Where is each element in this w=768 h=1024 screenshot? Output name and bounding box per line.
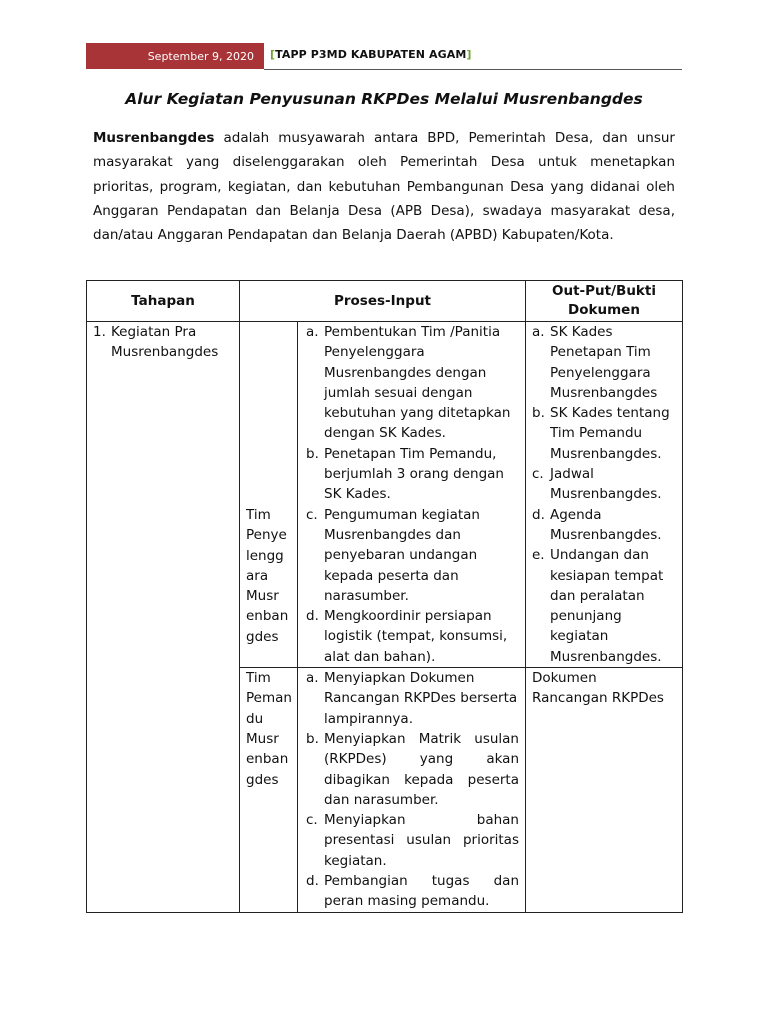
stage-label: Kegiatan Pra Musrenbangdes [111, 324, 219, 361]
team-line: gdes [246, 628, 279, 645]
list-item [532, 545, 676, 667]
list-marker: c. [306, 506, 318, 523]
list-marker: b. [306, 730, 319, 747]
intro-text: adalah musyawarah antara BPD, Pemerintah Desa, dan unsur masyarakat yang diselenggarakan oleh Pemerintah Desa untuk menetapkan prioritas, program, kegiatan, dan kebutuhan Pembangunan Desa yang didanai oleh Anggaran Pendapatan dan Belanja Desa (APB Desa), swadaya masyarakat desa, dan/atau Anggaran Pendapatan dan Belanja Daerah (APBD) Kabupaten/Kota. [93, 130, 675, 244]
list-item [306, 505, 519, 606]
team-line: Tim [246, 670, 271, 687]
list-item [532, 403, 676, 464]
team-line: lengg [246, 547, 284, 564]
team-line: du [246, 710, 264, 727]
header-bracket-open: [ [270, 48, 276, 61]
process-cell-pemandu [298, 668, 526, 913]
stage-number: 1. [93, 324, 106, 340]
list-item [306, 871, 519, 912]
header-proses-input: Proses-Input [240, 281, 526, 322]
team-line: enban [246, 751, 289, 768]
list-item [306, 444, 519, 505]
list-marker: e. [532, 547, 545, 564]
team-line: Penye [246, 527, 287, 544]
list-item [306, 810, 519, 871]
list-item [306, 729, 519, 810]
output-cell-pemandu [526, 668, 683, 913]
team-line: Tim [246, 506, 271, 523]
list-text: Menyiapkan bahan presentasi usulan prioritas kegiatan. [324, 812, 519, 869]
list-text: Pembentukan Tim /Panitia Penyelenggara Musrenbangdes dengan jumlah sesuai dengan kebutuhan yang ditetapkan dengan SK Kades. [324, 324, 511, 442]
team-line: gdes [246, 771, 279, 788]
list-text: Menyiapkan Dokumen Rancangan RKPDes berserta lampirannya. [324, 670, 518, 727]
list-marker: a. [306, 670, 319, 687]
process-cell-penyelenggara [298, 322, 526, 668]
header-org-name: TAPP P3MD KABUPATEN AGAM [275, 48, 467, 61]
list-text: Agenda Musrenbangdes. [550, 506, 662, 543]
list-item [306, 322, 519, 444]
intro-paragraph [93, 126, 675, 247]
table-header-row [87, 281, 683, 322]
stage-cell [87, 322, 240, 913]
list-marker: a. [306, 324, 319, 340]
list-item [532, 322, 676, 403]
list-text: SK Kades Penetapan Tim Penyelenggara Musrenbangdes [550, 324, 658, 401]
list-marker: a. [532, 324, 545, 340]
team-cell-penyelenggara [240, 322, 298, 668]
header-output: Out-Put/Bukti Dokumen [526, 281, 683, 322]
list-marker: d. [306, 873, 319, 890]
list-text: Undangan dan kesiapan tempat dan peralatan penunjang kegiatan Musrenbangdes. [550, 547, 664, 665]
list-item [306, 606, 519, 667]
header-rule [264, 69, 682, 70]
output-cell-penyelenggara [526, 322, 683, 668]
list-item [306, 668, 519, 729]
process-table [86, 280, 683, 913]
list-text: Mengkoordinir persiapan logistik (tempat, konsumsi, alat dan bahan). [324, 608, 508, 665]
list-text: Menyiapkan Matrik usulan (RKPDes) yang akan dibagikan kepada peserta dan narasumber. [324, 730, 519, 808]
list-marker: d. [306, 608, 319, 625]
list-marker: d. [532, 506, 545, 523]
team-line: enban [246, 608, 289, 625]
list-marker: b. [532, 405, 545, 422]
list-marker: c. [306, 812, 318, 829]
team-cell-pemandu [240, 668, 298, 913]
document-title: Alur Kegiatan Penyusunan RKPDes Melalui Musrenbangdes [125, 90, 643, 108]
output-text: Dokumen Rancangan RKPDes [532, 670, 664, 707]
header-date: September 9, 2020 [86, 43, 264, 69]
list-marker: c. [532, 466, 544, 483]
list-text: Penetapan Tim Pemandu, berjumlah 3 orang dengan SK Kades. [324, 445, 504, 503]
stage-item [93, 322, 235, 363]
list-item [532, 505, 676, 546]
list-text: Jadwal Musrenbangdes. [550, 466, 662, 503]
list-item [532, 464, 676, 505]
list-text: Pembangian tugas dan peran masing pemandu. [324, 873, 519, 910]
header-organization [270, 48, 472, 61]
intro-term: Musrenbangdes [93, 130, 215, 146]
header-tahapan: Tahapan [87, 281, 240, 322]
list-marker: b. [306, 445, 319, 462]
list-text: Pengumuman kegiatan Musrenbangdes dan penyebaran undangan kepada peserta dan narasumber. [324, 506, 480, 604]
team-line: Musr [246, 588, 279, 605]
list-text: SK Kades tentang Tim Pemandu Musrenbangdes. [550, 405, 670, 462]
team-line: Musr [246, 730, 279, 747]
table-row [87, 322, 683, 668]
team-line: Peman [246, 690, 292, 707]
header-bracket-close: ] [466, 48, 472, 61]
team-line: ara [246, 567, 269, 584]
